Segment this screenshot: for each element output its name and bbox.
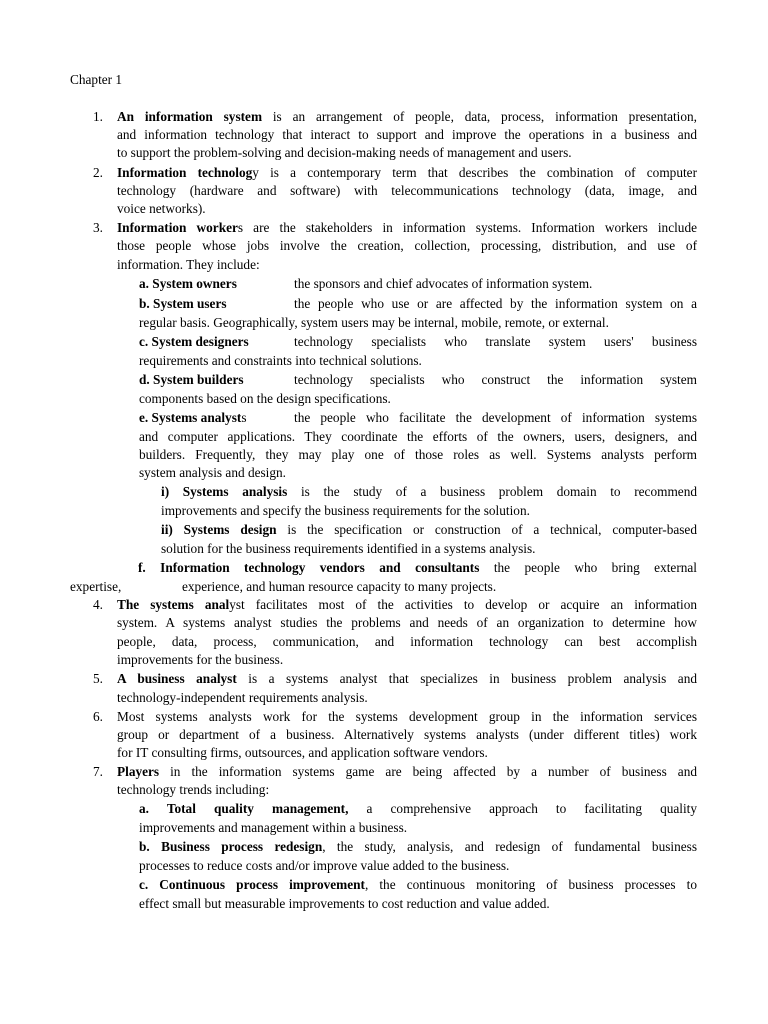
item-text-line: improvements for the business.: [117, 652, 284, 667]
item-number: 5.: [93, 671, 103, 686]
role-description: the people who facilitate the development of information systems: [294, 410, 697, 425]
role-label: b. System users: [139, 296, 227, 311]
item-text-line: Information technology is a contemporary term that describes the combination of computer: [117, 165, 697, 180]
item-text-line: information. They include:: [117, 257, 260, 272]
trend-line: processes to reduce costs and/or improve value added to the business.: [139, 858, 510, 873]
trend-line: a. Total quality management, a comprehensive approach to facilitating quality: [139, 801, 697, 816]
item-text-line: and information technology that interact to support and improve the operations in a business and: [117, 127, 697, 142]
role-label: a. System owners: [139, 276, 237, 291]
item-text-line: technology trends including:: [117, 782, 270, 797]
trend-line: b. Business process redesign, the study, analysis, and redesign of fundamental business: [139, 839, 697, 854]
role-label: d. System builders: [139, 372, 244, 387]
role-description: technology specialists who construct the information system: [294, 372, 697, 387]
trend-line: c. Continuous process improvement, the continuous monitoring of business processes to: [139, 877, 697, 892]
item-text-line: to support the problem-solving and decision-making needs of management and users.: [117, 145, 572, 160]
item-text-line: A business analyst is a systems analyst that specializes in business problem analysis and: [117, 671, 697, 686]
item-number: 1.: [93, 109, 103, 124]
role-description: regular basis. Geographically, system users may be internal, mobile, remote, or external.: [139, 315, 609, 330]
role-description: system analysis and design.: [139, 465, 286, 480]
term: a. Total quality management,: [139, 801, 349, 816]
role-description: experience, and human resource capacity to many projects.: [182, 579, 497, 594]
role-description: builders. Frequently, they may play one of those roles as well. Systems analysts perform: [139, 447, 697, 462]
trend-line: effect small but measurable improvements to cost reduction and value added.: [139, 896, 550, 911]
item-text-line: technology (hardware and software) with telecommunications technology (data, image, and: [117, 183, 697, 198]
role-description: f. Information technology vendors and consultants the people who bring external: [138, 560, 697, 575]
chapter-heading: Chapter 1: [70, 72, 123, 87]
term: An information system: [117, 109, 263, 124]
term: Players: [117, 764, 160, 779]
item-text-line: The systems analyst facilitates most of the activities to develop or acquire an information: [117, 597, 697, 612]
term: Information technolog: [117, 165, 253, 180]
role-description: and computer applications. They coordinate the efforts of the owners, users, designers, and: [139, 429, 697, 444]
role-label: e. Systems analysts: [139, 410, 247, 425]
item-text-line: Information workers are the stakeholders in information systems. Information workers include: [117, 220, 697, 235]
term: Information worker: [117, 220, 238, 235]
item-number: 2.: [93, 165, 103, 180]
item-text-line: people, data, process, communication, and information technology can best accomplish: [117, 634, 697, 649]
item-text-line: for IT consulting firms, outsources, and application software vendors.: [117, 745, 488, 760]
term: The systems anal: [117, 597, 230, 612]
item-text-line: those people whose jobs involve the creation, collection, processing, distribution, and use of: [117, 238, 697, 253]
definition-line: solution for the business requirements identified in a systems analysis.: [161, 541, 536, 556]
role-description: the sponsors and chief advocates of information system.: [294, 276, 593, 291]
term: A business analyst: [117, 671, 237, 686]
item-text-line: An information system is an arrangement of people, data, process, information presentation,: [117, 109, 697, 124]
definition-line: improvements and specify the business requirements for the solution.: [161, 503, 530, 518]
role-description: components based on the design specifications.: [139, 391, 391, 406]
role-description: technology specialists who translate system users' business: [294, 334, 697, 349]
item-number: 7.: [93, 764, 103, 779]
item-number: 4.: [93, 597, 103, 612]
role-description: the people who use or are affected by the information system on a: [294, 296, 697, 311]
term: c. Continuous process improvement: [139, 877, 365, 892]
role-description: requirements and constraints into technical solutions.: [139, 353, 422, 368]
role-label: c. System designers: [139, 334, 249, 349]
role-label: f. Information technology vendors and consultants: [138, 560, 480, 575]
item-text-line: Players in the information systems game are being affected by a number of business and: [117, 764, 697, 779]
definition-line: ii) Systems design is the specification or construction of a technical, computer-based: [161, 522, 697, 537]
trend-line: improvements and management within a business.: [139, 820, 408, 835]
item-number: 3.: [93, 220, 103, 235]
item-text-line: Most systems analysts work for the systems development group in the information services: [117, 709, 697, 724]
term: b. Business process redesign: [139, 839, 323, 854]
item-text-line: group or department of a business. Alternatively systems analysts (under different titles) work: [117, 727, 697, 742]
term: ii) Systems design: [161, 522, 277, 537]
item-text-line: voice networks).: [117, 201, 206, 216]
item-text-line: technology-independent requirements analysis.: [117, 690, 368, 705]
item-number: 6.: [93, 709, 103, 724]
item-text-line: system. A systems analyst studies the problems and needs of an organization to determine how: [117, 615, 697, 630]
term: i) Systems analysis: [161, 484, 288, 499]
role-description: expertise,: [70, 579, 122, 594]
definition-line: i) Systems analysis is the study of a business problem domain to recommend: [161, 484, 697, 499]
